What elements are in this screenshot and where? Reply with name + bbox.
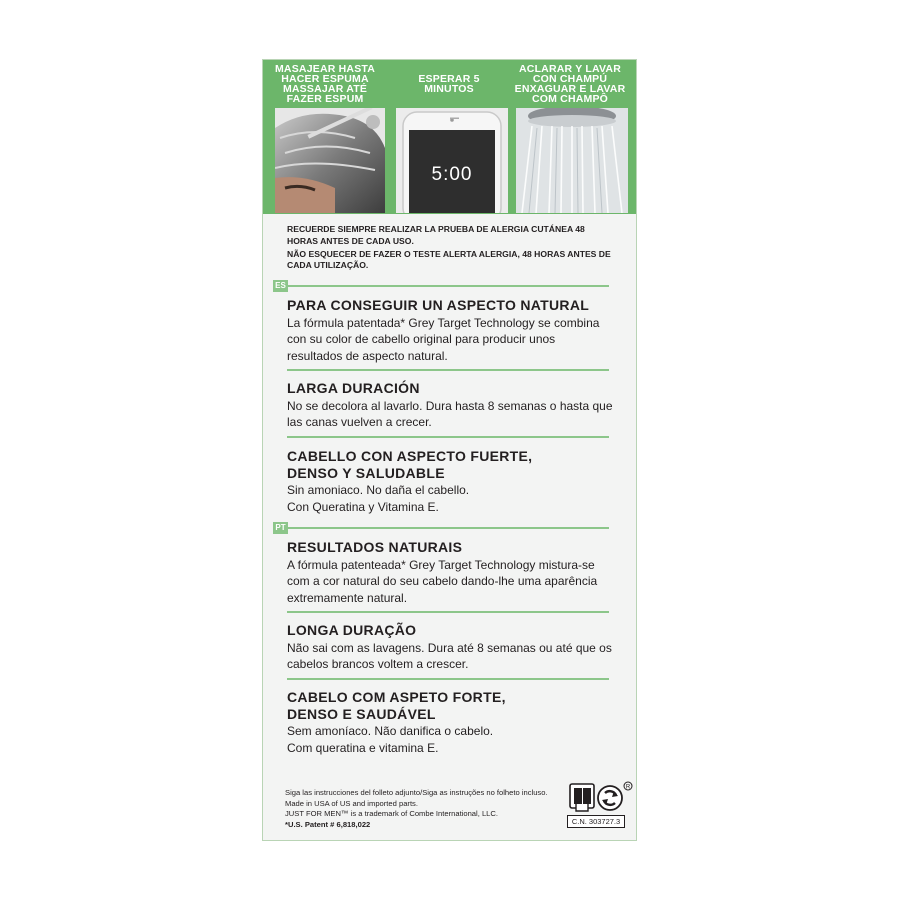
section-body: Sem amoníaco. Não danifica o cabelo. Com queratina e vitamina E. (287, 724, 494, 755)
recycle-icon (598, 786, 622, 810)
shower-head-photo (516, 108, 628, 213)
section-title: RESULTADOS NATURAIS (287, 539, 463, 555)
svg-text:R: R (625, 784, 631, 791)
section-title: CABELLO CON ASPECTO FUERTE, DENSO Y SALUDABLE (287, 448, 533, 481)
section-divider (287, 436, 609, 438)
section-divider (287, 611, 609, 613)
section-body: No se decolora al lavarlo. Dura hasta 8 semanas o hasta que las canas vuelven a crecer. (287, 398, 613, 429)
section-body: Sin amoniaco. No daña el cabello. Con Queratina y Vitamina E. (287, 483, 470, 514)
gray-hair-man-photo (275, 108, 385, 213)
footer-trademark: JUST FOR MEN™ is a trademark of Combe International, LLC. (285, 809, 498, 818)
symbol-icons (565, 780, 633, 820)
cn-code-box: C.N. 303727.3 (567, 815, 625, 828)
step-label: ESPERAR 5 MINUTOS (418, 73, 480, 95)
section-title: LARGA DURACIÓN (287, 380, 420, 396)
section-title: PARA CONSEGUIR UN ASPECTO NATURAL (287, 297, 590, 313)
language-divider-pt (273, 527, 609, 529)
section-long-lasting-pt (287, 622, 617, 673)
footer-patent: *U.S. Patent # 6,818,022 (285, 819, 371, 829)
allergy-warning-pt: NÃO ESQUECER DE FAZER O TESTE ALERTA ALERGIA, 48 HORAS ANTES DE CADA UTILIZAÇÃO. (287, 248, 611, 271)
language-divider-es (273, 285, 609, 287)
registered-icon (624, 782, 632, 790)
section-body: La fórmula patentada* Grey Target Technology se combina con su color de cabello original para producir unos resultados de aspecto natural. (287, 315, 600, 363)
footer-instructions: Siga las instrucciones del folleto adjunto/Siga as instruções no folheto incluso. (285, 788, 548, 797)
step-wait (389, 60, 505, 214)
language-tag-es: ES (273, 280, 288, 292)
legal-footer (285, 788, 575, 830)
section-divider (287, 678, 609, 680)
section-title: LONGA DURAÇÃO (287, 622, 417, 638)
footer-made-in: Made in USA of US and imported parts. (285, 798, 418, 808)
section-body: A fórmula patenteada* Grey Target Technology mistura-se com a cor natural do seu cabelo dando-lhe uma aparência extremamente natural. (287, 557, 598, 605)
steps-banner (263, 60, 636, 214)
step-rinse (510, 60, 626, 214)
product-back-panel (262, 59, 637, 841)
language-tag-pt: PT (273, 522, 288, 534)
step-label: ACLARAR Y LAVAR CON CHAMPÚ ENXAGUAR E LAVAR COM CHAMPÔ (514, 63, 626, 105)
section-natural-results-pt (287, 539, 617, 606)
section-strong-hair-pt (287, 689, 617, 756)
section-long-lasting-es (287, 380, 617, 431)
read-leaflet-icon (570, 784, 594, 811)
section-body: Não sai com as lavagens. Dura até 8 semanas ou até que os cabelos brancos voltem a crescer. (287, 640, 612, 671)
phone-timer-icon (396, 108, 508, 213)
allergy-warning (287, 224, 617, 273)
timer-display: 5:00 (431, 164, 473, 185)
step-label: MASAJEAR HASTA HACER ESPUMA MASSAJAR ATÉ FAZER ESPUM (274, 63, 376, 105)
section-strong-hair-es (287, 448, 617, 515)
section-title: CABELO COM ASPETO FORTE, DENSO E SAUDÁVEL (287, 689, 506, 722)
step-massage (269, 60, 385, 214)
section-natural-look-es (287, 297, 617, 364)
section-divider (287, 369, 609, 371)
allergy-warning-es: RECUERDE SIEMPRE REALIZAR LA PRUEBA DE ALERGIA CUTÁNEA 48 HORAS ANTES DE CADA USO. (287, 224, 585, 246)
